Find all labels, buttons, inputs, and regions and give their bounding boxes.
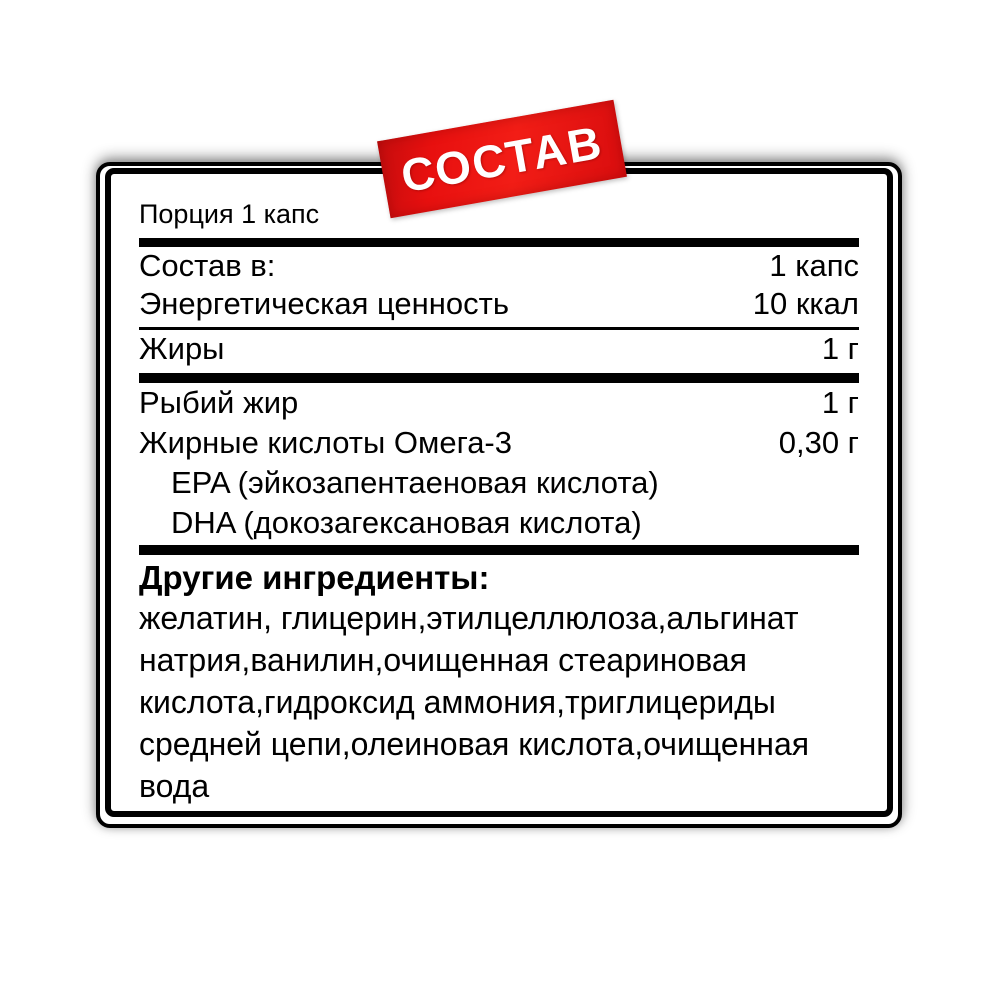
fats-label: Жиры	[139, 331, 225, 366]
fish-oil-label: Рыбий жир	[139, 385, 299, 420]
composition-header-label: Состав в:	[139, 248, 276, 283]
omega3-label: Жирные кислоты Омега-3	[139, 425, 512, 460]
fish-oil-row	[139, 383, 859, 423]
epa-label: EPA (эйкозапентаеновая кислота)	[171, 465, 659, 500]
fish-oil-value: 1 г	[821, 385, 859, 420]
composition-header-row	[139, 247, 859, 285]
composition-header-value: 1 капс	[769, 248, 859, 283]
omega3-row	[139, 423, 859, 463]
epa-row	[139, 463, 859, 503]
divider-thick-top	[139, 238, 859, 247]
fats-row	[139, 330, 859, 368]
energy-label: Энергетическая ценность	[139, 286, 509, 321]
dha-label: DHA (докозагексановая кислота)	[171, 505, 642, 540]
divider-thick-middle	[139, 373, 859, 383]
label-outer-frame	[96, 162, 902, 828]
omega3-value: 0,30 г	[778, 425, 859, 460]
fats-value: 1 г	[821, 331, 859, 366]
energy-value: 10 ккал	[752, 286, 859, 321]
energy-row	[139, 285, 859, 323]
sostav-badge-label: СОСТАВ	[397, 115, 607, 203]
serving-size: Порция 1 капс	[139, 199, 320, 229]
other-ingredients-heading: Другие ингредиенты:	[139, 559, 490, 596]
other-ingredients-text: желатин, глицерин,этилцеллюлоза,альгинат натрия,ванилин,очищенная стеариновая кислота,гидроксид аммония,триглицериды средней цепи,олеиновая кислота,очищенная вода	[139, 600, 810, 804]
dha-row	[139, 503, 859, 543]
divider-thick-bottom	[139, 545, 859, 555]
supplement-facts-panel	[105, 168, 893, 817]
